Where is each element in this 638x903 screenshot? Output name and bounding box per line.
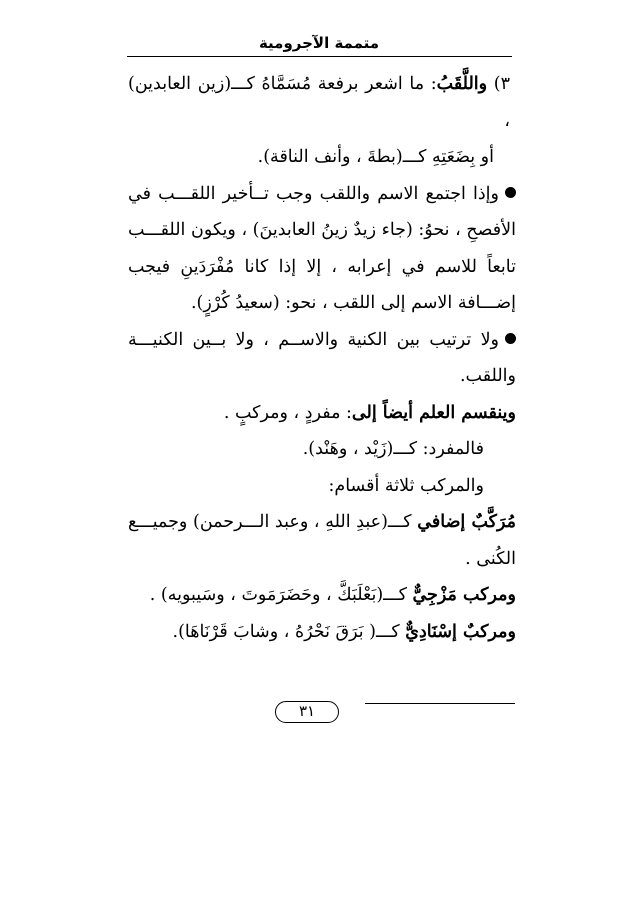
isnadi-line <box>128 614 516 651</box>
division-paragraph <box>128 395 516 432</box>
item-number: ٣) <box>487 74 511 94</box>
isnadi-term: ومركبٌ إسْنَادِيٌّ <box>405 621 516 642</box>
murakkab-intro-line: والمركب ثلاثة أقسام: <box>328 475 484 496</box>
bullet-icon <box>505 333 516 344</box>
no-order-text: ولا ترتيب بين الكنية والاســم ، ولا بــين الكنيـــة واللقب. <box>128 329 516 386</box>
page-body <box>128 66 516 650</box>
order-rule-text: وإذا اجتمع الاسم واللقب وجب تــأخير اللقـــب في الأفصحِ ، نحوُ: (جاء زيدٌ زينُ العابدينَ) ، ويكون اللقـــب تابعاً للاسم في إعرابه ، إلا إذا كانا مُفْرَدَينِ فيجب إضـــافة الاسم إلى اللقب ، نحو: (سعيدُ كُرْزٍ). <box>128 183 516 313</box>
laqab-definition <box>128 66 516 139</box>
header-divider <box>127 56 512 57</box>
isnadi-text: كـــ( بَرَقَ نَحْرُهُ ، وشابَ قَرْنَاهَا). <box>172 621 406 642</box>
no-order-paragraph <box>128 322 516 395</box>
idafi-paragraph <box>128 504 516 577</box>
idafi-text: كـــ(عبدِ اللهِ ، وعبد الـــرحمن) وجميـــع الكُنى . <box>128 512 516 569</box>
laqab-term: واللَّقَبُ <box>436 74 488 94</box>
mufrad-line: فالمفرد: كـــ(زَيْد ، وهَنْد). <box>302 439 484 459</box>
bullet-icon <box>505 187 516 198</box>
laqab-examples: أو بِضَعَتِهِ كـــ(بطةَ ، وأنف الناقة). <box>257 147 494 167</box>
order-rule-paragraph <box>128 176 516 322</box>
mazji-text: كـــ(بَعْلَبَكَّ ، وحَضَرَمَوتَ ، وسَيبويه) . <box>149 585 413 605</box>
division-text: : مفردٍ ، ومركبٍ . <box>223 402 352 423</box>
laqab-text: : ما اشعر برفعة مُسَمَّاهُ كـــ(زين العابدين) ، <box>128 74 510 131</box>
mazji-term: ومركب مَزْجِيٌّ <box>412 585 516 605</box>
division-term: وينقسم العلم أيضاً إلى <box>351 402 516 423</box>
page-number: ٣١ <box>275 701 339 723</box>
footnote-separator <box>365 703 515 704</box>
running-header-title: متممة الآجرومية <box>258 34 380 52</box>
mazji-line <box>128 577 516 614</box>
idafi-term: مُرَكَّبٌ إضافي <box>417 512 516 532</box>
